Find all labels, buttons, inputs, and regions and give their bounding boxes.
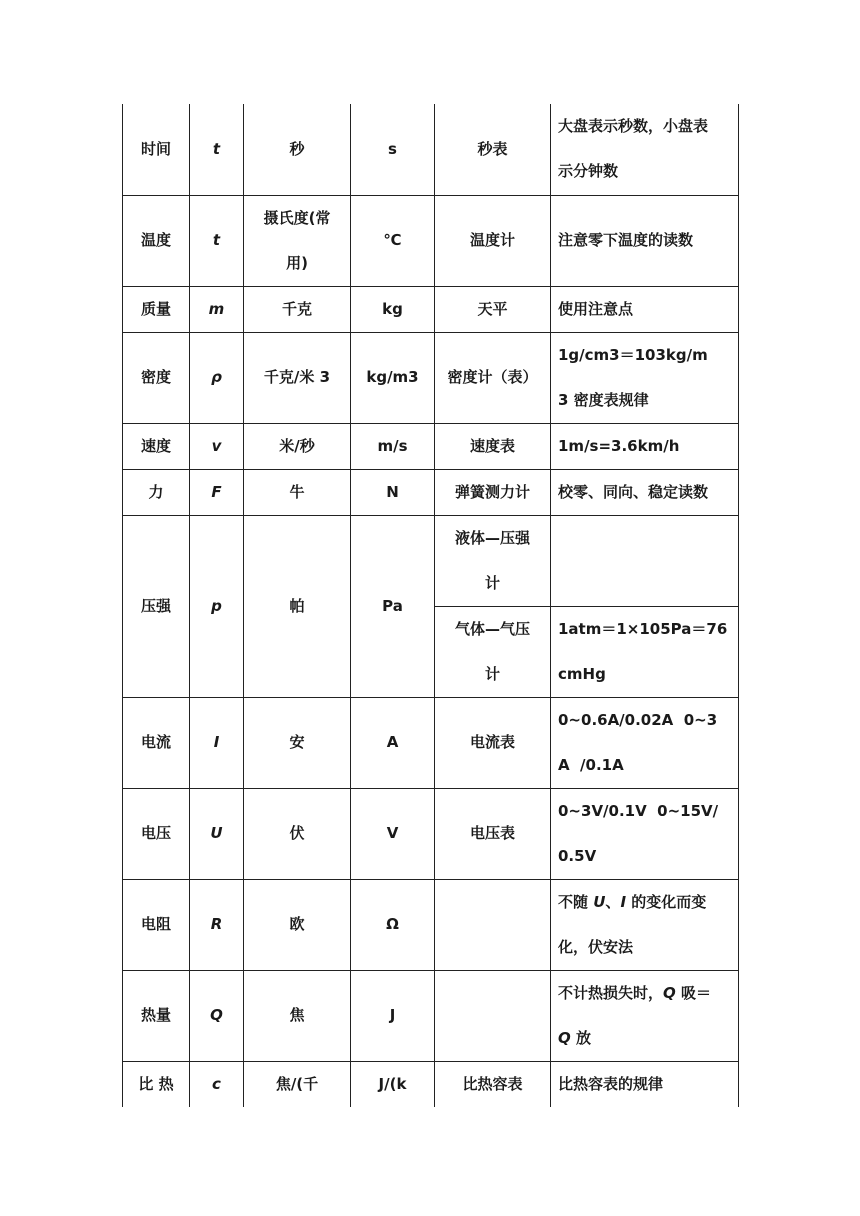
instrument-line: 气体—气压 (454, 619, 530, 638)
quantity-symbol: R (190, 879, 244, 970)
notes: 使用注意点 (551, 286, 739, 332)
unit-chinese: 安 (244, 697, 351, 788)
unit-symbol: A (351, 697, 435, 788)
notes: 注意零下温度的读数 (551, 195, 739, 286)
table-row (123, 970, 739, 1061)
unit-symbol: J (351, 970, 435, 1061)
unit-symbol: s (351, 104, 435, 195)
notes (551, 606, 739, 697)
notes (551, 332, 739, 423)
symbol-I: I (620, 892, 627, 911)
notes-text: 不随 (558, 892, 594, 911)
notes-line: 0~0.6A/0.02A 0~3 (558, 710, 718, 729)
quantity-name: 电压 (123, 788, 190, 879)
instrument: 电流表 (435, 697, 551, 788)
notes (551, 104, 739, 195)
symbol-Q: Q (663, 983, 676, 1002)
instrument-line: 计 (484, 573, 500, 592)
instrument (435, 606, 551, 697)
instrument: 天平 (435, 286, 551, 332)
table-row (123, 104, 739, 195)
quantity-symbol: m (190, 286, 244, 332)
unit-symbol: Pa (351, 515, 435, 697)
unit-symbol: Ω (351, 879, 435, 970)
quantity-symbol: p (190, 515, 244, 697)
symbol-U: U (593, 892, 606, 911)
quantity-symbol: Q (190, 970, 244, 1061)
quantity-symbol: U (190, 788, 244, 879)
notes-text: 吸＝ (675, 983, 712, 1002)
instrument (435, 515, 551, 606)
unit-chinese (244, 195, 351, 286)
notes: 比热容表的规律 (551, 1061, 739, 1107)
quantity-symbol: c (190, 1061, 244, 1107)
table-row (123, 1061, 739, 1107)
instrument: 速度表 (435, 423, 551, 469)
unit-symbol: J/(k (351, 1061, 435, 1107)
notes-line: 示分钟数 (558, 162, 619, 181)
table-row (123, 697, 739, 788)
instrument: 秒表 (435, 104, 551, 195)
notes-line: 1atm＝1×105Pa＝76 (558, 619, 728, 638)
table-row (123, 515, 739, 606)
unit-chinese: 千克/米 3 (244, 332, 351, 423)
instrument (435, 970, 551, 1061)
notes-line: cmHg (558, 664, 606, 683)
quantity-symbol: v (190, 423, 244, 469)
quantity-name: 速度 (123, 423, 190, 469)
table-row (123, 332, 739, 423)
quantity-name: 力 (123, 469, 190, 515)
instrument: 密度计（表） (435, 332, 551, 423)
notes-line: 0.5V (558, 846, 597, 865)
instrument: 电压表 (435, 788, 551, 879)
notes-line: 0~3V/0.1V 0~15V/ (558, 801, 719, 820)
unit-chinese: 欧 (244, 879, 351, 970)
notes (551, 788, 739, 879)
quantity-name: 温度 (123, 195, 190, 286)
quantity-symbol: ρ (190, 332, 244, 423)
unit-symbol: kg/m3 (351, 332, 435, 423)
notes-text: 的变化而变 (626, 892, 707, 911)
notes-text: 放 (570, 1028, 591, 1047)
table-row (123, 195, 739, 286)
unit-chinese: 米/秒 (244, 423, 351, 469)
table-row (123, 879, 739, 970)
quantity-symbol: I (190, 697, 244, 788)
notes-text: 、 (605, 892, 621, 911)
notes-line: A /0.1A (558, 755, 624, 774)
unit-line: 摄氏度(常 (263, 208, 331, 227)
notes (551, 515, 739, 606)
notes (551, 697, 739, 788)
table-row (123, 469, 739, 515)
quantity-name: 密度 (123, 332, 190, 423)
quantity-symbol: t (190, 104, 244, 195)
quantity-symbol: F (190, 469, 244, 515)
unit-chinese: 帕 (244, 515, 351, 697)
notes: 1m/s=3.6km/h (551, 423, 739, 469)
unit-chinese: 牛 (244, 469, 351, 515)
quantity-name: 电阻 (123, 879, 190, 970)
instrument-line: 液体—压强 (454, 528, 530, 547)
notes-text: 不计热损失时， (558, 983, 664, 1002)
unit-line: 用) (286, 253, 308, 272)
table-row (123, 788, 739, 879)
notes-line: 1g/cm3＝103kg/m (558, 345, 708, 364)
instrument-line: 计 (484, 664, 500, 683)
notes-line: 化，伏安法 (558, 937, 634, 956)
notes-line: 3 密度表规律 (558, 390, 649, 409)
notes (551, 879, 739, 970)
instrument: 比热容表 (435, 1061, 551, 1107)
unit-chinese: 伏 (244, 788, 351, 879)
unit-chinese: 焦/(千 (244, 1061, 351, 1107)
quantity-symbol: t (190, 195, 244, 286)
quantity-name: 比 热 (123, 1061, 190, 1107)
notes (551, 970, 739, 1061)
instrument: 温度计 (435, 195, 551, 286)
table-row (123, 286, 739, 332)
quantity-name: 电流 (123, 697, 190, 788)
instrument (435, 879, 551, 970)
table-row (123, 423, 739, 469)
symbol-Q: Q (558, 1028, 571, 1047)
quantity-name: 热量 (123, 970, 190, 1061)
unit-chinese: 秒 (244, 104, 351, 195)
unit-symbol: N (351, 469, 435, 515)
notes: 校零、同向、稳定读数 (551, 469, 739, 515)
quantity-name: 时间 (123, 104, 190, 195)
unit-symbol: V (351, 788, 435, 879)
unit-symbol: m/s (351, 423, 435, 469)
notes-line: 大盘表示秒数，小盘表 (558, 117, 709, 136)
unit-symbol: kg (351, 286, 435, 332)
quantity-name: 压强 (123, 515, 190, 697)
physics-quantities-table (122, 104, 739, 1107)
unit-symbol: ℃ (351, 195, 435, 286)
unit-chinese: 焦 (244, 970, 351, 1061)
instrument: 弹簧测力计 (435, 469, 551, 515)
quantity-name: 质量 (123, 286, 190, 332)
unit-chinese: 千克 (244, 286, 351, 332)
